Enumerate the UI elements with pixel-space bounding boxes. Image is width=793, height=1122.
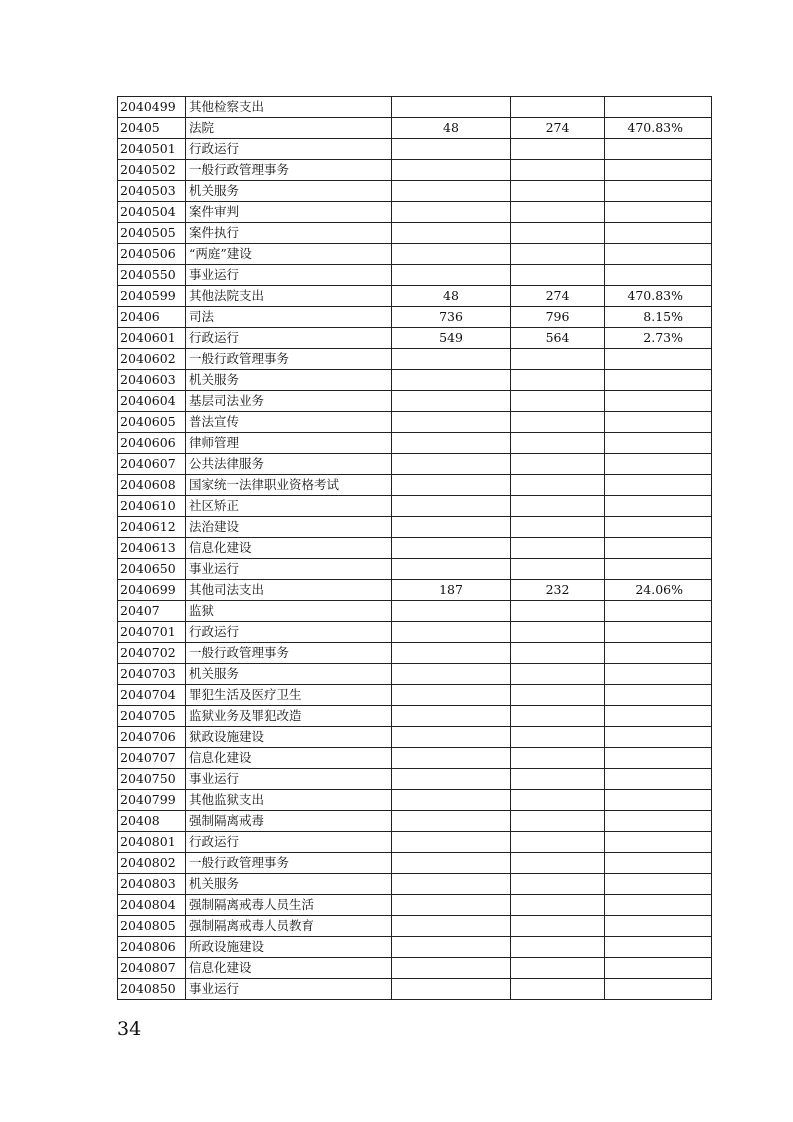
row-name-cell: 事业运行 [186, 769, 392, 790]
row-value1-cell [392, 622, 511, 643]
row-code-cell: 2040802 [118, 853, 186, 874]
row-value2-cell [511, 349, 605, 370]
row-value1-cell [392, 370, 511, 391]
row-value1-cell [392, 412, 511, 433]
row-name-cell: 行政运行 [186, 622, 392, 643]
table-row [118, 391, 712, 412]
row-name-cell: 信息化建设 [186, 958, 392, 979]
row-value1-cell [392, 475, 511, 496]
row-code-cell: 2040804 [118, 895, 186, 916]
row-code-cell: 2040505 [118, 223, 186, 244]
table-row [118, 118, 712, 139]
table-row [118, 748, 712, 769]
table-row [118, 664, 712, 685]
row-value2-cell [511, 853, 605, 874]
table-row [118, 811, 712, 832]
table-row [118, 790, 712, 811]
row-name-cell: 一般行政管理事务 [186, 349, 392, 370]
row-code-cell: 2040704 [118, 685, 186, 706]
row-percent-cell [605, 265, 712, 286]
row-code-cell: 2040606 [118, 433, 186, 454]
row-code-cell: 2040608 [118, 475, 186, 496]
row-value1-cell: 48 [392, 118, 511, 139]
row-value2-cell [511, 979, 605, 1000]
row-code-cell: 2040850 [118, 979, 186, 1000]
table-row [118, 223, 712, 244]
row-percent-cell [605, 979, 712, 1000]
row-value1-cell [392, 769, 511, 790]
row-code-cell: 2040702 [118, 643, 186, 664]
row-value1-cell [392, 601, 511, 622]
row-name-cell: 司法 [186, 307, 392, 328]
row-name-cell: 强制隔离戒毒人员教育 [186, 916, 392, 937]
row-value1-cell [392, 895, 511, 916]
row-percent-cell [605, 412, 712, 433]
row-percent-cell: 24.06% [605, 580, 712, 601]
row-code-cell: 2040499 [118, 97, 186, 118]
row-name-cell: 案件执行 [186, 223, 392, 244]
row-name-cell: 事业运行 [186, 979, 392, 1000]
row-name-cell: 强制隔离戒毒人员生活 [186, 895, 392, 916]
row-value2-cell [511, 496, 605, 517]
table-row [118, 517, 712, 538]
row-value2-cell [511, 937, 605, 958]
budget-table [117, 96, 712, 1000]
row-value1-cell [392, 349, 511, 370]
row-value2-cell [511, 412, 605, 433]
row-percent-cell [605, 496, 712, 517]
row-value1-cell [392, 97, 511, 118]
row-value2-cell [511, 265, 605, 286]
row-percent-cell [605, 223, 712, 244]
row-code-cell: 2040607 [118, 454, 186, 475]
row-value1-cell [392, 937, 511, 958]
row-code-cell: 2040602 [118, 349, 186, 370]
row-name-cell: 一般行政管理事务 [186, 853, 392, 874]
row-value1-cell [392, 748, 511, 769]
row-value2-cell: 232 [511, 580, 605, 601]
row-value2-cell: 796 [511, 307, 605, 328]
row-value1-cell [392, 664, 511, 685]
table-row [118, 853, 712, 874]
row-code-cell: 2040603 [118, 370, 186, 391]
row-code-cell: 2040612 [118, 517, 186, 538]
row-name-cell: 法院 [186, 118, 392, 139]
row-value1-cell [392, 832, 511, 853]
row-value2-cell [511, 160, 605, 181]
row-percent-cell [605, 769, 712, 790]
row-value2-cell [511, 475, 605, 496]
row-name-cell: 事业运行 [186, 265, 392, 286]
row-value1-cell [392, 517, 511, 538]
row-value2-cell [511, 769, 605, 790]
row-name-cell: 强制隔离戒毒 [186, 811, 392, 832]
row-value2-cell [511, 433, 605, 454]
row-percent-cell [605, 874, 712, 895]
row-value2-cell [511, 391, 605, 412]
row-percent-cell: 2.73% [605, 328, 712, 349]
row-percent-cell [605, 832, 712, 853]
table-row [118, 202, 712, 223]
row-percent-cell: 470.83% [605, 286, 712, 307]
table-row [118, 412, 712, 433]
row-code-cell: 2040650 [118, 559, 186, 580]
row-code-cell: 2040703 [118, 664, 186, 685]
row-percent-cell [605, 727, 712, 748]
row-name-cell: 机关服务 [186, 181, 392, 202]
row-percent-cell [605, 706, 712, 727]
row-value1-cell [392, 391, 511, 412]
row-percent-cell [605, 958, 712, 979]
row-name-cell: 一般行政管理事务 [186, 160, 392, 181]
row-code-cell: 2040503 [118, 181, 186, 202]
table-row [118, 622, 712, 643]
row-name-cell: 机关服务 [186, 874, 392, 895]
table-row [118, 97, 712, 118]
row-name-cell: 基层司法业务 [186, 391, 392, 412]
row-name-cell: 国家统一法律职业资格考试 [186, 475, 392, 496]
row-percent-cell: 8.15% [605, 307, 712, 328]
table-row [118, 559, 712, 580]
row-value2-cell [511, 370, 605, 391]
row-value1-cell [392, 496, 511, 517]
row-value2-cell [511, 727, 605, 748]
row-value2-cell: 564 [511, 328, 605, 349]
row-name-cell: “两庭”建设 [186, 244, 392, 265]
row-value2-cell [511, 622, 605, 643]
row-code-cell: 2040506 [118, 244, 186, 265]
row-name-cell: 机关服务 [186, 664, 392, 685]
row-value2-cell [511, 643, 605, 664]
row-code-cell: 2040801 [118, 832, 186, 853]
table-row [118, 895, 712, 916]
row-value2-cell [511, 748, 605, 769]
row-percent-cell [605, 559, 712, 580]
row-value2-cell [511, 790, 605, 811]
row-percent-cell [605, 475, 712, 496]
row-name-cell: 法治建设 [186, 517, 392, 538]
row-code-cell: 20407 [118, 601, 186, 622]
row-value1-cell [392, 727, 511, 748]
row-value1-cell [392, 454, 511, 475]
row-percent-cell [605, 370, 712, 391]
table-row [118, 307, 712, 328]
row-value1-cell [392, 874, 511, 895]
row-percent-cell [605, 433, 712, 454]
row-value2-cell [511, 811, 605, 832]
table-row [118, 328, 712, 349]
row-value1-cell [392, 853, 511, 874]
table-row [118, 139, 712, 160]
row-name-cell: 律师管理 [186, 433, 392, 454]
row-code-cell: 2040799 [118, 790, 186, 811]
row-percent-cell [605, 853, 712, 874]
table-row [118, 874, 712, 895]
row-value1-cell [392, 265, 511, 286]
table-row [118, 769, 712, 790]
table-row [118, 580, 712, 601]
row-value1-cell [392, 979, 511, 1000]
row-value1-cell [392, 643, 511, 664]
row-percent-cell [605, 937, 712, 958]
row-name-cell: 行政运行 [186, 832, 392, 853]
row-value2-cell [511, 202, 605, 223]
row-value2-cell [511, 181, 605, 202]
row-code-cell: 2040501 [118, 139, 186, 160]
row-name-cell: 罪犯生活及医疗卫生 [186, 685, 392, 706]
row-value2-cell [511, 664, 605, 685]
row-percent-cell [605, 895, 712, 916]
row-value1-cell: 48 [392, 286, 511, 307]
row-code-cell: 20405 [118, 118, 186, 139]
row-name-cell: 事业运行 [186, 559, 392, 580]
row-percent-cell [605, 790, 712, 811]
row-code-cell: 20406 [118, 307, 186, 328]
row-value2-cell [511, 706, 605, 727]
row-name-cell: 其他检察支出 [186, 97, 392, 118]
table-row [118, 832, 712, 853]
row-value2-cell [511, 958, 605, 979]
row-code-cell: 2040705 [118, 706, 186, 727]
row-name-cell: 监狱 [186, 601, 392, 622]
page-number: 34 [117, 1018, 142, 1040]
row-code-cell: 2040610 [118, 496, 186, 517]
row-value1-cell [392, 706, 511, 727]
row-name-cell: 案件审判 [186, 202, 392, 223]
row-percent-cell [605, 538, 712, 559]
row-value2-cell [511, 538, 605, 559]
row-value2-cell [511, 601, 605, 622]
row-percent-cell [605, 349, 712, 370]
row-value1-cell [392, 181, 511, 202]
row-percent-cell [605, 181, 712, 202]
row-code-cell: 2040613 [118, 538, 186, 559]
row-name-cell: 监狱业务及罪犯改造 [186, 706, 392, 727]
table-row [118, 265, 712, 286]
row-value1-cell [392, 790, 511, 811]
table-row [118, 496, 712, 517]
row-code-cell: 2040750 [118, 769, 186, 790]
row-name-cell: 狱政设施建设 [186, 727, 392, 748]
row-value1-cell [392, 433, 511, 454]
table-row [118, 286, 712, 307]
row-name-cell: 所政设施建设 [186, 937, 392, 958]
row-code-cell: 2040807 [118, 958, 186, 979]
table-row [118, 643, 712, 664]
table-row [118, 454, 712, 475]
row-value2-cell [511, 685, 605, 706]
table-row [118, 958, 712, 979]
table-row [118, 727, 712, 748]
table-row [118, 433, 712, 454]
row-value1-cell [392, 139, 511, 160]
row-name-cell: 信息化建设 [186, 538, 392, 559]
row-value1-cell [392, 916, 511, 937]
table-row [118, 160, 712, 181]
table-row [118, 370, 712, 391]
row-value2-cell [511, 454, 605, 475]
table-row [118, 601, 712, 622]
row-name-cell: 行政运行 [186, 328, 392, 349]
row-percent-cell [605, 685, 712, 706]
row-percent-cell [605, 160, 712, 181]
row-value2-cell [511, 517, 605, 538]
table-row [118, 244, 712, 265]
row-percent-cell [605, 139, 712, 160]
row-value1-cell [392, 223, 511, 244]
row-value2-cell: 274 [511, 286, 605, 307]
row-code-cell: 2040601 [118, 328, 186, 349]
table-row [118, 685, 712, 706]
table-row [118, 538, 712, 559]
row-value1-cell [392, 958, 511, 979]
table-body [118, 97, 712, 1000]
table-row [118, 475, 712, 496]
row-percent-cell [605, 391, 712, 412]
row-percent-cell [605, 97, 712, 118]
row-name-cell: 社区矫正 [186, 496, 392, 517]
row-percent-cell [605, 664, 712, 685]
row-value1-cell [392, 202, 511, 223]
row-percent-cell [605, 916, 712, 937]
row-percent-cell [605, 454, 712, 475]
row-value1-cell: 549 [392, 328, 511, 349]
row-percent-cell [605, 601, 712, 622]
row-value2-cell [511, 244, 605, 265]
row-value2-cell [511, 223, 605, 244]
row-value2-cell [511, 559, 605, 580]
row-value2-cell [511, 895, 605, 916]
row-code-cell: 2040707 [118, 748, 186, 769]
row-percent-cell [605, 517, 712, 538]
row-name-cell: 其他监狱支出 [186, 790, 392, 811]
row-code-cell: 2040599 [118, 286, 186, 307]
row-value2-cell [511, 139, 605, 160]
row-value1-cell [392, 685, 511, 706]
row-value2-cell [511, 874, 605, 895]
row-value1-cell [392, 160, 511, 181]
table-row [118, 916, 712, 937]
row-code-cell: 2040699 [118, 580, 186, 601]
row-value1-cell: 736 [392, 307, 511, 328]
row-percent-cell [605, 748, 712, 769]
table-row [118, 349, 712, 370]
row-code-cell: 2040550 [118, 265, 186, 286]
row-code-cell: 2040803 [118, 874, 186, 895]
row-percent-cell [605, 811, 712, 832]
row-value2-cell [511, 916, 605, 937]
row-code-cell: 2040504 [118, 202, 186, 223]
row-value2-cell [511, 832, 605, 853]
row-value2-cell [511, 97, 605, 118]
table-row [118, 706, 712, 727]
row-percent-cell: 470.83% [605, 118, 712, 139]
row-percent-cell [605, 622, 712, 643]
table-row [118, 181, 712, 202]
table-row [118, 979, 712, 1000]
row-name-cell: 普法宣传 [186, 412, 392, 433]
row-value1-cell [392, 811, 511, 832]
row-name-cell: 机关服务 [186, 370, 392, 391]
row-value2-cell: 274 [511, 118, 605, 139]
row-code-cell: 2040805 [118, 916, 186, 937]
row-code-cell: 2040706 [118, 727, 186, 748]
row-code-cell: 20408 [118, 811, 186, 832]
table-row [118, 937, 712, 958]
row-code-cell: 2040604 [118, 391, 186, 412]
row-name-cell: 公共法律服务 [186, 454, 392, 475]
row-value1-cell [392, 244, 511, 265]
row-name-cell: 其他法院支出 [186, 286, 392, 307]
row-code-cell: 2040806 [118, 937, 186, 958]
row-value1-cell [392, 559, 511, 580]
row-value1-cell [392, 538, 511, 559]
row-value1-cell: 187 [392, 580, 511, 601]
row-name-cell: 其他司法支出 [186, 580, 392, 601]
row-percent-cell [605, 643, 712, 664]
row-percent-cell [605, 202, 712, 223]
row-code-cell: 2040605 [118, 412, 186, 433]
row-code-cell: 2040502 [118, 160, 186, 181]
row-percent-cell [605, 244, 712, 265]
row-name-cell: 信息化建设 [186, 748, 392, 769]
row-name-cell: 行政运行 [186, 139, 392, 160]
row-name-cell: 一般行政管理事务 [186, 643, 392, 664]
row-code-cell: 2040701 [118, 622, 186, 643]
